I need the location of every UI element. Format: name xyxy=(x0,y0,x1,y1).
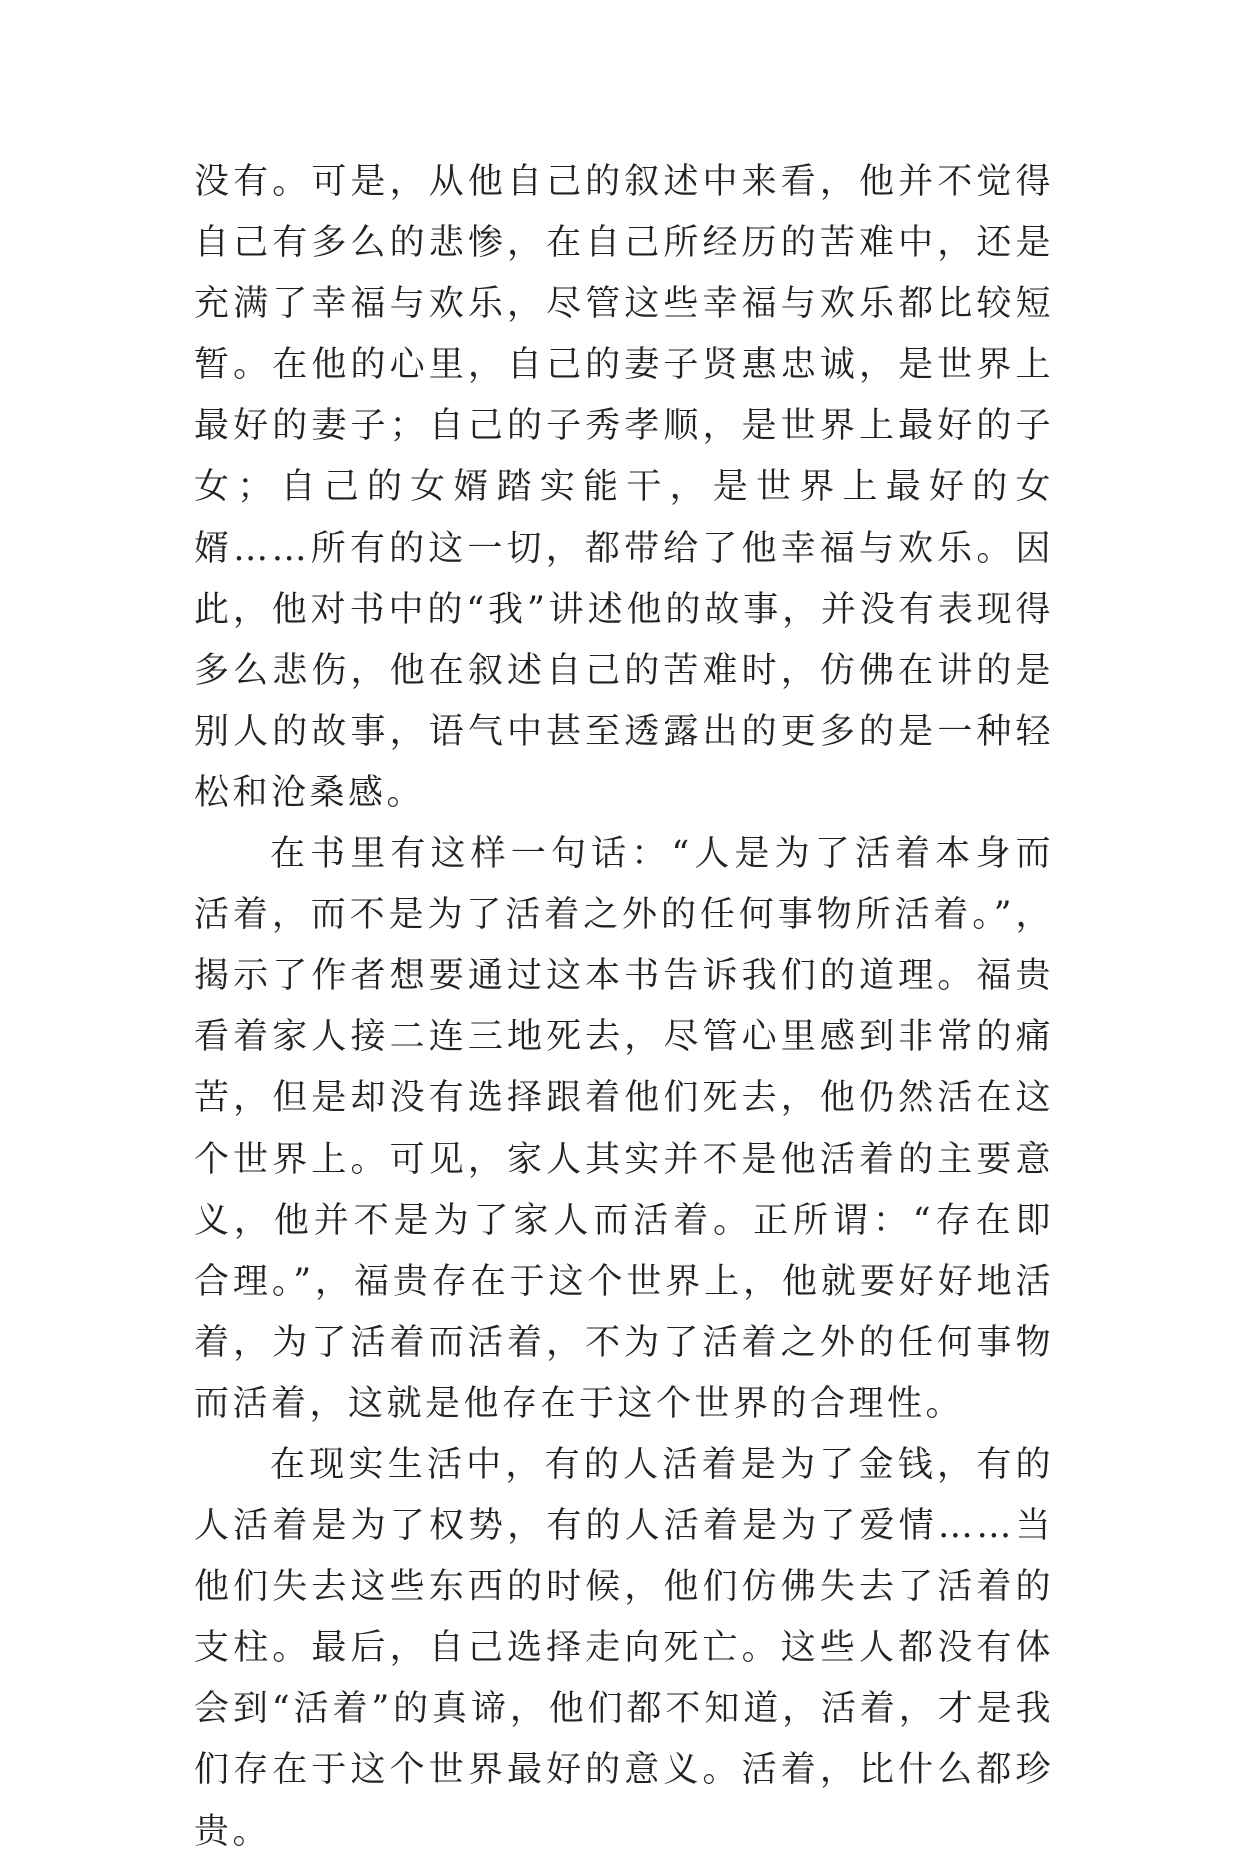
paragraph-2: 在书里有这样一句话：“人是为了活着本身而活着，而不是为了活着之外的任何事物所活着。”，揭示了作者想要通过这本书告诉我们的道理。福贵看着家人接二连三地死去，尽管心里感到非常的痛苦，但是却没有选择跟着他们死去，他仍然活在这个世界上。可见，家人其实并不是他活着的主要意义，他并不是为了家人而活着。正所谓：“存在即合理。”，福贵存在于这个世界上，他就要好好地活着，为了活着而活着，不为了活着之外的任何事物而活着，这就是他存在于这个世界的合理性。 xyxy=(194,834,1054,1424)
paragraph-3: 在现实生活中，有的人活着是为了金钱，有的人活着是为了权势，有的人活着是为了爱情……当他们失去这些东西的时候，他们仿佛失去了活着的支柱。最后，自己选择走向死亡。这些人都没有体会到“活着”的真谛，他们都不知道，活着，才是我们存在于这个世界最好的意义。活着，比什么都珍贵。 xyxy=(194,1444,1054,1852)
document-body xyxy=(194,152,1054,1863)
paragraph-1: 没有。可是，从他自己的叙述中来看，他并不觉得自己有多么的悲惨，在自己所经历的苦难中，还是充满了幸福与欢乐，尽管这些幸福与欢乐都比较短暂。在他的心里，自己的妻子贤惠忠诚，是世界上最好的妻子；自己的子秀孝顺，是世界上最好的子女；自己的女婿踏实能干，是世界上最好的女婿……所有的这一切，都带给了他幸福与欢乐。因此，他对书中的“我”讲述他的故事，并没有表现得多么悲伤，他在叙述自己的苦难时，仿佛在讲的是别人的故事，语气中甚至透露出的更多的是一种轻松和沧桑感。 xyxy=(194,162,1054,813)
